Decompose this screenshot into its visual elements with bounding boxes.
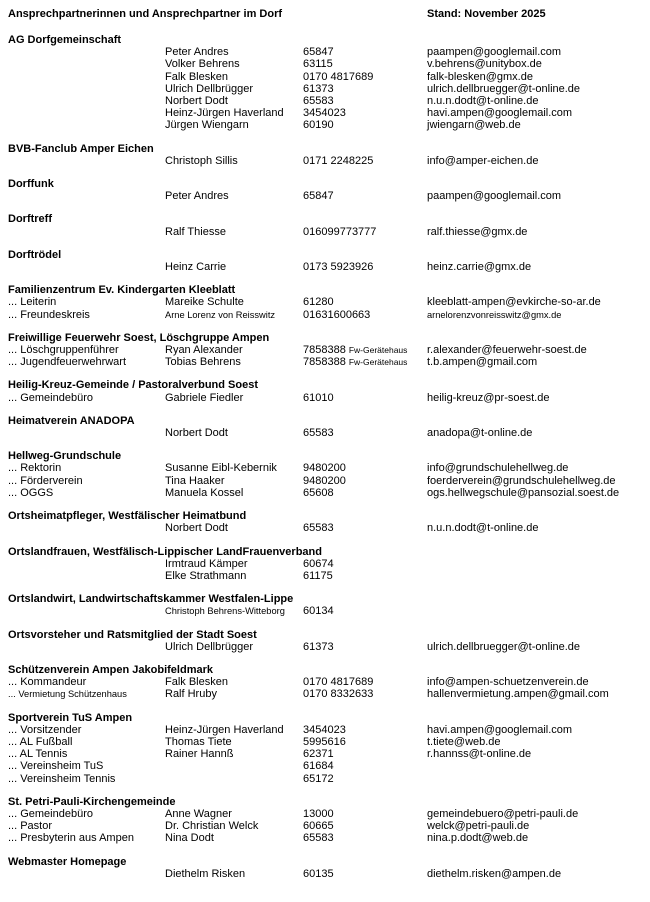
email-cell: info@grundschulehellweg.de bbox=[427, 462, 569, 475]
email-cell: heinz.carrie@gmx.de bbox=[427, 261, 532, 274]
section-title: Hellweg-Grundschule bbox=[8, 450, 122, 463]
contact-row bbox=[8, 820, 642, 832]
section-title: BVB-Fanclub Amper Eichen bbox=[8, 142, 154, 155]
person-cell: Thomas Tiete bbox=[165, 735, 232, 748]
contact-row bbox=[8, 558, 642, 570]
person-cell: Christoph Sillis bbox=[165, 154, 238, 167]
section-title: Dorftrödel bbox=[8, 248, 62, 261]
contact-row bbox=[8, 462, 642, 474]
contact-section bbox=[8, 796, 642, 845]
email-cell: v.behrens@unitybox.de bbox=[427, 58, 542, 71]
contact-row bbox=[8, 296, 642, 308]
role-cell: ... Pastor bbox=[8, 820, 53, 833]
email-cell: r.hannss@t-online.de bbox=[427, 748, 532, 761]
section-title: Familienzentrum Ev. Kindergarten Kleeblatt bbox=[8, 284, 236, 297]
email-cell: t.tiete@web.de bbox=[427, 735, 501, 748]
date-stamp: Stand: November 2025 bbox=[427, 8, 546, 20]
section-title: St. Petri-Pauli-Kirchengemeinde bbox=[8, 795, 176, 808]
person-cell: Heinz Carrie bbox=[165, 261, 227, 274]
phone-number: 7858388 bbox=[303, 356, 346, 369]
contact-section bbox=[8, 664, 642, 701]
contact-row bbox=[8, 155, 642, 167]
email-cell: arnelorenzvonreisswitz@gmx.de bbox=[427, 309, 562, 320]
email-cell bbox=[427, 558, 642, 570]
person-cell: Diethelm Risken bbox=[165, 867, 246, 880]
person-cell: Norbert Dodt bbox=[165, 427, 228, 440]
section-title: Ortslandwirt, Landwirtschaftskammer Westfalen-Lippe bbox=[8, 593, 294, 606]
role-cell bbox=[8, 427, 165, 439]
role-cell bbox=[8, 107, 165, 119]
contact-row bbox=[8, 676, 642, 688]
phone-number: 60135 bbox=[303, 867, 334, 880]
phone-number: 9480200 bbox=[303, 474, 346, 487]
phone-number: 63115 bbox=[303, 58, 333, 71]
role-cell: ... Freundeskreis bbox=[8, 308, 90, 321]
phone-cell bbox=[303, 155, 427, 167]
person-cell: Ulrich Dellbrügger bbox=[165, 82, 254, 95]
contact-row bbox=[8, 427, 642, 439]
contact-sections bbox=[8, 34, 642, 880]
phone-number: 65847 bbox=[303, 190, 334, 203]
person-cell bbox=[165, 760, 303, 772]
role-cell bbox=[8, 190, 165, 202]
email-cell bbox=[427, 605, 642, 617]
role-cell: ... Gemeindebüro bbox=[8, 391, 93, 404]
phone-number: 9480200 bbox=[303, 462, 346, 475]
person-cell: Susanne Eibl-Kebernik bbox=[165, 462, 277, 475]
section-title: Schützenverein Ampen Jakobifeldmark bbox=[8, 663, 213, 676]
email-cell: havi.ampen@googlemail.com bbox=[427, 723, 573, 736]
contact-row bbox=[8, 522, 642, 534]
phone-number: 01631600663 bbox=[303, 308, 371, 321]
person-cell: Arne Lorenz von Reisswitz bbox=[165, 309, 276, 320]
role-cell bbox=[8, 261, 165, 273]
role-cell: ... Presbyterin aus Ampen bbox=[8, 832, 134, 845]
person-cell: Christoph Behrens-Witteborg bbox=[165, 606, 285, 617]
section-title: Ortsheimatpfleger, Westfälischer Heimatbund bbox=[8, 510, 247, 523]
phone-number: 60134 bbox=[303, 605, 334, 618]
person-cell: Ralf Thiesse bbox=[165, 225, 226, 238]
section-title: Webmaster Homepage bbox=[8, 855, 127, 868]
person-cell: Nina Dodt bbox=[165, 832, 214, 845]
email-cell bbox=[427, 570, 642, 582]
role-cell bbox=[8, 558, 165, 570]
person-cell: Ulrich Dellbrügger bbox=[165, 640, 254, 653]
phone-cell bbox=[303, 688, 427, 700]
person-cell: Manuela Kossel bbox=[165, 486, 244, 499]
role-cell bbox=[8, 95, 165, 107]
phone-number: 65583 bbox=[303, 522, 334, 535]
phone-cell bbox=[303, 724, 427, 736]
person-cell: Rainer Hannß bbox=[165, 748, 234, 761]
phone-number: 13000 bbox=[303, 807, 334, 820]
phone-cell bbox=[303, 748, 427, 760]
section-title: Ortsvorsteher und Ratsmitglied der Stadt Soest bbox=[8, 628, 257, 641]
email-cell: ulrich.dellbruegger@t-online.de bbox=[427, 640, 581, 653]
phone-cell bbox=[303, 605, 427, 617]
role-cell bbox=[8, 58, 165, 70]
phone-number: 0171 2248225 bbox=[303, 154, 374, 167]
phone-cell bbox=[303, 356, 427, 368]
contact-row bbox=[8, 46, 642, 58]
person-cell: Dr. Christian Welck bbox=[165, 820, 259, 833]
email-cell bbox=[427, 773, 642, 785]
person-cell: Ralf Hruby bbox=[165, 688, 217, 701]
contact-row bbox=[8, 724, 642, 736]
contact-section bbox=[8, 379, 642, 403]
email-cell: r.alexander@feuerwehr-soest.de bbox=[427, 344, 587, 357]
phone-cell bbox=[303, 71, 427, 83]
email-cell: heilig-kreuz@pr-soest.de bbox=[427, 391, 550, 404]
contact-section bbox=[8, 178, 642, 202]
phone-cell bbox=[303, 570, 427, 582]
phone-cell bbox=[303, 736, 427, 748]
role-cell: ... Rektorin bbox=[8, 462, 62, 475]
contact-row bbox=[8, 83, 642, 95]
contact-row bbox=[8, 736, 642, 748]
phone-cell bbox=[303, 46, 427, 58]
role-cell: ... Vereinsheim TuS bbox=[8, 760, 104, 773]
phone-number: 7858388 bbox=[303, 344, 346, 357]
phone-number: 5995616 bbox=[303, 735, 346, 748]
phone-number: 0170 4817689 bbox=[303, 70, 374, 83]
contact-row bbox=[8, 868, 642, 880]
email-cell: paampen@googlemail.com bbox=[427, 46, 562, 59]
phone-number: 016099773777 bbox=[303, 225, 377, 238]
phone-cell bbox=[303, 226, 427, 238]
section-title: Ortslandfrauen, Westfälisch-Lippischer LandFrauenverband bbox=[8, 545, 322, 558]
person-cell: Heinz-Jürgen Haverland bbox=[165, 107, 284, 120]
role-cell: ... Vorsitzender bbox=[8, 723, 82, 736]
person-cell: Peter Andres bbox=[165, 46, 229, 59]
role-cell: ... AL Tennis bbox=[8, 748, 68, 761]
section-title: Sportverein TuS Ampen bbox=[8, 711, 133, 724]
role-cell: ... OGGS bbox=[8, 486, 54, 499]
contact-row bbox=[8, 832, 642, 844]
phone-cell bbox=[303, 190, 427, 202]
phone-number: 65583 bbox=[303, 832, 334, 845]
person-cell: Irmtraud Kämper bbox=[165, 557, 248, 570]
email-cell: info@amper-eichen.de bbox=[427, 154, 539, 167]
person-cell: Anne Wagner bbox=[165, 807, 232, 820]
email-cell: n.u.n.dodt@t-online.de bbox=[427, 522, 539, 535]
person-cell: Falk Blesken bbox=[165, 676, 228, 689]
contact-row bbox=[8, 773, 642, 785]
contact-row bbox=[8, 356, 642, 368]
email-cell: ulrich.dellbruegger@t-online.de bbox=[427, 82, 581, 95]
email-cell: gemeindebuero@petri-pauli.de bbox=[427, 807, 579, 820]
contact-section bbox=[8, 593, 642, 617]
email-cell: havi.ampen@googlemail.com bbox=[427, 107, 573, 120]
phone-cell bbox=[303, 119, 427, 131]
phone-number: 3454023 bbox=[303, 107, 346, 120]
contact-section bbox=[8, 629, 642, 653]
phone-cell bbox=[303, 487, 427, 499]
phone-cell bbox=[303, 773, 427, 785]
phone-location-note: Fw-Gerätehaus bbox=[348, 357, 408, 368]
role-cell: ... Gemeindebüro bbox=[8, 807, 93, 820]
contact-section bbox=[8, 415, 642, 439]
role-cell: ... Jugendfeuerwehrwart bbox=[8, 356, 127, 369]
email-cell: anadopa@t-online.de bbox=[427, 427, 533, 440]
phone-number: 61373 bbox=[303, 640, 334, 653]
role-cell: ... Vereinsheim Tennis bbox=[8, 772, 116, 785]
email-cell: ralf.thiesse@gmx.de bbox=[427, 225, 528, 238]
phone-number: 60665 bbox=[303, 820, 334, 833]
phone-number: 61684 bbox=[303, 760, 334, 773]
role-cell bbox=[8, 46, 165, 58]
contact-row bbox=[8, 226, 642, 238]
person-cell: Ryan Alexander bbox=[165, 344, 243, 357]
phone-cell bbox=[303, 558, 427, 570]
person-cell: Tina Haaker bbox=[165, 474, 225, 487]
phone-cell bbox=[303, 83, 427, 95]
section-title: AG Dorfgemeinschaft bbox=[8, 34, 122, 46]
phone-number: 62371 bbox=[303, 748, 334, 761]
phone-cell bbox=[303, 522, 427, 534]
contact-section bbox=[8, 249, 642, 273]
email-cell: kleeblatt-ampen@evkirche-so-ar.de bbox=[427, 296, 601, 309]
contact-row bbox=[8, 760, 642, 772]
phone-number: 65583 bbox=[303, 95, 334, 108]
email-cell: jwiengarn@web.de bbox=[427, 119, 521, 132]
email-cell: welck@petri-pauli.de bbox=[427, 820, 530, 833]
phone-number: 3454023 bbox=[303, 723, 346, 736]
phone-cell bbox=[303, 475, 427, 487]
section-title: Dorftreff bbox=[8, 213, 52, 226]
role-cell bbox=[8, 119, 165, 131]
email-cell: diethelm.risken@ampen.de bbox=[427, 867, 562, 880]
role-cell bbox=[8, 83, 165, 95]
phone-cell bbox=[303, 58, 427, 70]
role-cell bbox=[8, 868, 165, 880]
email-cell: paampen@googlemail.com bbox=[427, 190, 562, 203]
email-cell: foerderverein@grundschulehellweg.de bbox=[427, 474, 616, 487]
contact-row bbox=[8, 570, 642, 582]
email-cell: falk-blesken@gmx.de bbox=[427, 70, 533, 83]
contact-row bbox=[8, 475, 642, 487]
phone-number: 61373 bbox=[303, 82, 334, 95]
phone-cell bbox=[303, 392, 427, 404]
contact-section bbox=[8, 546, 642, 583]
email-cell: n.u.n.dodt@t-online.de bbox=[427, 95, 539, 108]
person-cell: Peter Andres bbox=[165, 190, 229, 203]
contact-section bbox=[8, 34, 642, 132]
contact-row bbox=[8, 688, 642, 700]
phone-cell bbox=[303, 296, 427, 308]
contact-row bbox=[8, 190, 642, 202]
phone-number: 65172 bbox=[303, 772, 334, 785]
phone-number: 0170 8332633 bbox=[303, 688, 374, 701]
contact-section bbox=[8, 510, 642, 534]
role-cell: ... Löschgruppenführer bbox=[8, 344, 119, 357]
section-title: Heilig-Kreuz-Gemeinde / Pastoralverbund Soest bbox=[8, 379, 259, 392]
contact-row bbox=[8, 641, 642, 653]
contact-section bbox=[8, 143, 642, 167]
email-cell: info@ampen-schuetzenverein.de bbox=[427, 676, 589, 689]
phone-number: 61175 bbox=[303, 569, 333, 582]
phone-cell bbox=[303, 261, 427, 273]
contact-section bbox=[8, 450, 642, 499]
phone-cell bbox=[303, 760, 427, 772]
person-cell: Norbert Dodt bbox=[165, 95, 228, 108]
contact-row bbox=[8, 748, 642, 760]
email-cell: t.b.ampen@gmail.com bbox=[427, 356, 538, 369]
role-cell: ... Kommandeur bbox=[8, 676, 87, 689]
page-title: Ansprechpartnerinnen und Ansprechpartner im Dorf bbox=[8, 8, 283, 20]
phone-cell bbox=[303, 676, 427, 688]
contact-row bbox=[8, 392, 642, 404]
person-cell: Falk Blesken bbox=[165, 70, 228, 83]
document-header bbox=[8, 8, 642, 20]
email-cell: hallenvermietung.ampen@gmail.com bbox=[427, 688, 609, 701]
contact-row bbox=[8, 487, 642, 499]
phone-cell bbox=[303, 641, 427, 653]
person-cell: Norbert Dodt bbox=[165, 522, 228, 535]
phone-number: 61010 bbox=[303, 391, 334, 404]
contact-row bbox=[8, 605, 642, 617]
phone-cell bbox=[303, 832, 427, 844]
phone-number: 0173 5923926 bbox=[303, 261, 374, 274]
phone-location-note: Fw-Gerätehaus bbox=[348, 345, 408, 356]
phone-number: 60674 bbox=[303, 557, 334, 570]
contact-row bbox=[8, 808, 642, 820]
phone-cell bbox=[303, 427, 427, 439]
role-cell bbox=[8, 605, 165, 617]
section-title: Heimatverein ANADOPA bbox=[8, 414, 135, 427]
contact-row bbox=[8, 309, 642, 321]
phone-number: 60190 bbox=[303, 119, 334, 132]
phone-number: 65608 bbox=[303, 486, 334, 499]
phone-number: 61280 bbox=[303, 296, 334, 309]
contact-row bbox=[8, 107, 642, 119]
person-cell: Volker Behrens bbox=[165, 58, 240, 71]
phone-cell bbox=[303, 107, 427, 119]
contact-section bbox=[8, 284, 642, 321]
contact-row bbox=[8, 58, 642, 70]
role-cell bbox=[8, 570, 165, 582]
section-title: Freiwillige Feuerwehr Soest, Löschgruppe Ampen bbox=[8, 331, 270, 344]
phone-cell bbox=[303, 309, 427, 321]
phone-cell bbox=[303, 95, 427, 107]
person-cell: Elke Strathmann bbox=[165, 569, 247, 582]
person-cell: Tobias Behrens bbox=[165, 356, 241, 369]
phone-cell bbox=[303, 868, 427, 880]
person-cell: Mareike Schulte bbox=[165, 296, 244, 309]
contact-section bbox=[8, 712, 642, 785]
contact-row bbox=[8, 261, 642, 273]
email-cell: ogs.hellwegschule@pansozial.soest.de bbox=[427, 486, 620, 499]
person-cell: Jürgen Wiengarn bbox=[165, 119, 249, 132]
phone-cell bbox=[303, 462, 427, 474]
role-cell bbox=[8, 641, 165, 653]
phone-number: 65847 bbox=[303, 46, 334, 59]
person-cell bbox=[165, 773, 303, 785]
phone-cell bbox=[303, 820, 427, 832]
contact-row bbox=[8, 119, 642, 131]
role-cell: ... Leiterin bbox=[8, 296, 57, 309]
person-cell: Gabriele Fiedler bbox=[165, 391, 244, 404]
role-cell: ... Förderverein bbox=[8, 474, 83, 487]
contact-section bbox=[8, 332, 642, 369]
phone-cell bbox=[303, 808, 427, 820]
contact-row bbox=[8, 71, 642, 83]
contact-row bbox=[8, 344, 642, 356]
role-cell bbox=[8, 71, 165, 83]
role-cell bbox=[8, 155, 165, 167]
role-cell: ... Vermietung Schützenhaus bbox=[8, 689, 127, 700]
section-title: Dorffunk bbox=[8, 178, 54, 191]
phone-cell bbox=[303, 344, 427, 356]
role-cell: ... AL Fußball bbox=[8, 735, 73, 748]
role-cell bbox=[8, 226, 165, 238]
contact-row bbox=[8, 95, 642, 107]
email-cell: nina.p.dodt@web.de bbox=[427, 832, 529, 845]
role-cell bbox=[8, 522, 165, 534]
person-cell: Heinz-Jürgen Haverland bbox=[165, 723, 284, 736]
phone-number: 0170 4817689 bbox=[303, 676, 374, 689]
contact-section bbox=[8, 213, 642, 237]
phone-number: 65583 bbox=[303, 427, 334, 440]
contact-section bbox=[8, 856, 642, 880]
email-cell bbox=[427, 760, 642, 772]
